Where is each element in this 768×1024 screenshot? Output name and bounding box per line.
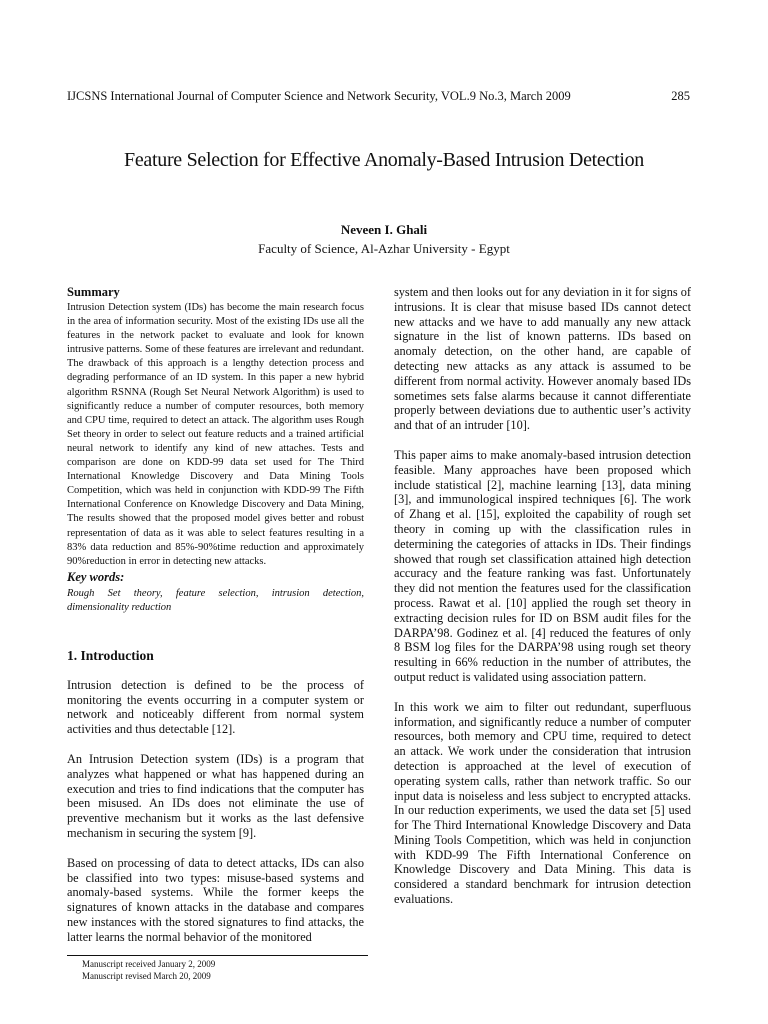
author-name: Neveen I. Ghali <box>340 222 428 237</box>
journal-citation: IJCSNS International Journal of Computer Science and Network Security, VOL.9 No.3, March 2009 <box>67 89 571 103</box>
left-column <box>67 285 364 960</box>
footnote-received: Manuscript received January 2, 2009 <box>82 959 216 969</box>
keywords-text: Rough Set theory, feature selection, intrusion detection, dimensionality reduction <box>67 587 364 613</box>
footnote-divider <box>67 955 368 956</box>
keywords-heading: Key words: <box>67 569 125 584</box>
right-paragraph-2: This paper aims to make anomaly-based intrusion detection feasible. Many approaches have been proposed which include statistical [2], machine learning [13], data mining [3], and immunological inspired techniques [6]. The work of Zhang et al. [15], exploited the capability of rough set theory in coming up with the classification rules in determining the categories of attacks in IDs. Their findings showed that rough set classification attained high detection accuracy and the feature ranking was fast. Unfortunately they did not mention the features used for the classification process. Rawat et al. [10] applied the rough set theory in extracting decision rules for ID on BSM audit files for the DARPA’98. Godinez et al. [4] reduced the features of only 8 BSM log files for the DARPA’98 using rough set theory resulting in 66% reduction in the number of attributes, the output reduct is validated using association pattern. <box>394 447 691 684</box>
page-number: 285 <box>671 89 690 103</box>
paper-title: Feature Selection for Effective Anomaly-Based Intrusion Detection <box>124 149 644 171</box>
right-column <box>394 285 691 922</box>
right-paragraph-3: In this work we aim to filter out redundant, superfluous information, and significantly reduce a number of computer resources, both memory and CPU time, required to detect an attack. We work under the consideration that intrusion detection is approached at the level of execution of operating system calls, rather than network traffic. So our input data is noiseless and less subject to encrypted attacks. In our reduction experiments, we used the data set [5] used for The Third International Knowledge Discovery and Data Mining Tools Competition, which was held in conjunction with KDD-99 The Fifth International Conference on Knowledge Discovery and Data Mining. This data is considered a standard benchmark for intrusion detection evaluations. <box>394 699 691 907</box>
right-paragraph-1: system and then looks out for any deviation in it for signs of intrusions. It is clear that misuse based IDs cannot detect new attacks and we have to add manually any new attack signature in the list of known patterns. IDs based on anomaly detection, on the other hand, are capable of detecting new attacks as any attack is assumed to be different from normal activity. However anomaly based IDs sometimes sets false alarms because it cannot differentiate properly between deviations due to authentic user’s activity and that of an intruder [10]. <box>394 285 691 433</box>
summary-heading: Summary <box>67 285 120 299</box>
introduction-heading: 1. Introduction <box>67 647 154 663</box>
intro-paragraph-2: An Intrusion Detection system (IDs) is a program that analyzes what happened or what has happened during an execution and tries to find indications that the computer has been misused. An IDs does not eliminate the use of preventive mechanism but it works as the last defensive mechanism in securing the system [9]. <box>67 751 364 840</box>
intro-paragraph-3: Based on processing of data to detect attacks, IDs can also be classified into two types: misuse-based systems and anomaly-based systems. While the former keeps the signatures of known attacks in the database and compares new instances with the stored signatures to find attacks, the latter learns the normal behavior of the monitored <box>67 855 364 944</box>
intro-paragraph-1: Intrusion detection is defined to be the process of monitoring the events occurring in a computer system or network and noticeably different from normal system activities and thus detectable [12]. <box>67 677 364 737</box>
footnotes <box>82 958 215 982</box>
summary-text: Intrusion Detection system (IDs) has become the main research focus in the area of information security. Most of the existing IDs use all the features in the network packet to evaluate and look for known intrusive patterns. Some of these features are irrelevant and redundant. The drawback of this approach is a lengthy detection process and degrading performance of an ID system. In this paper a new hybrid algorithm RSNNA (Rough Set Neural Network Algorithm) is used to significantly reduce a number of computer resources, both memory and CPU time, required to detect an attack. The algorithm uses Rough Set theory in order to select out feature reducts and a trained artificial neural network to identify any kind of new attaches. Tests and comparison are done on KDD-99 data set used for The Third International Knowledge Discovery and Data Mining Tools Competition, which was held in conjunction with KDD-99 The Fifth International Conference on Knowledge Discovery and Data Mining, The results showed that the proposed model gives better and robust representation of data as it was able to select features resulting in a 83% data reduction and 85%-90%time reduction and approximately 90%reduction in error in detecting new attacks. <box>67 302 364 567</box>
footnote-revised: Manuscript revised March 20, 2009 <box>82 971 211 981</box>
running-header <box>67 89 690 104</box>
author-affiliation: Faculty of Science, Al-Azhar University - Egypt <box>258 241 510 256</box>
